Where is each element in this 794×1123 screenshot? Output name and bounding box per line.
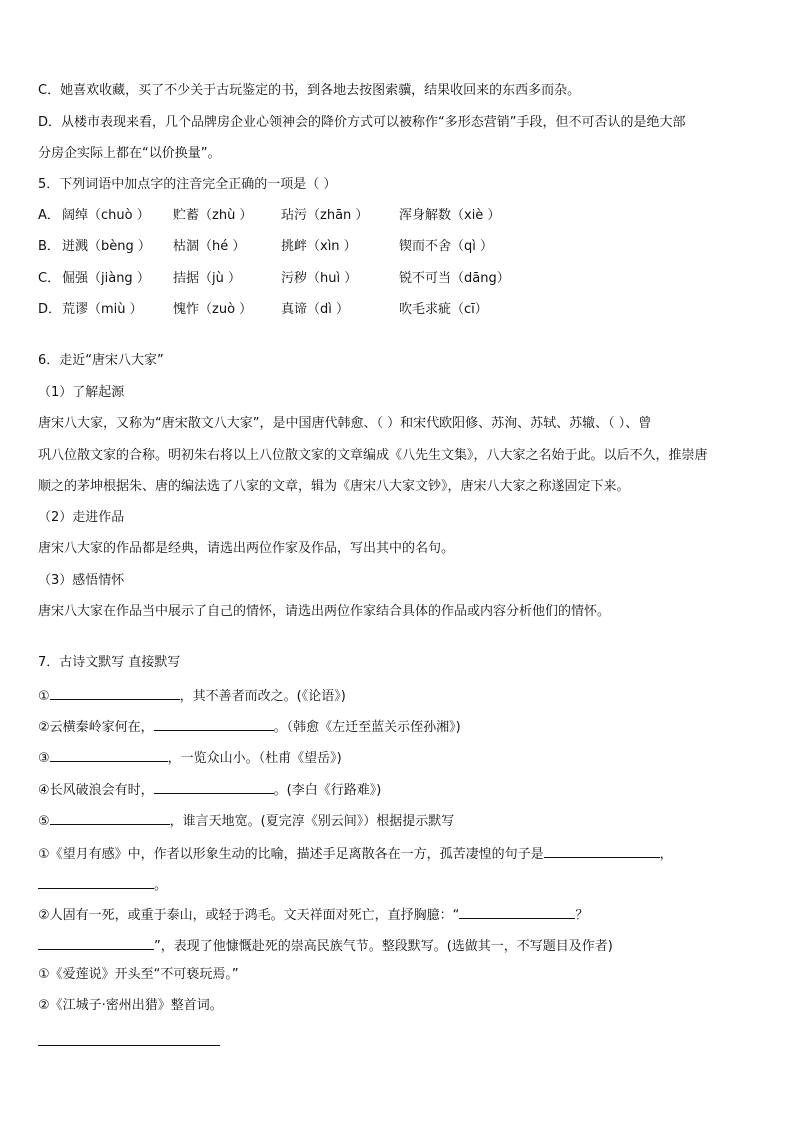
item-text: ②云横秦岭家何在， (38, 720, 154, 735)
q7-title: 7．古诗文默写 直接默写 (38, 655, 181, 670)
q7-hint1-cont (38, 874, 167, 895)
q5-word: 枯涸（hé ） (173, 239, 246, 254)
answer-blank[interactable] (50, 685, 180, 700)
q7-choice1: ①《爱莲说》开头至“不可亵玩焉。” (38, 967, 239, 982)
item-number: ③ (38, 751, 50, 766)
q5-option-label: C． (38, 271, 61, 286)
q6-para2: 唐宋八大家的作品都是经典，请选出两位作家及作品，写出其中的名句。 (38, 541, 455, 556)
q7-item1 (38, 685, 346, 706)
q6-sub3: （3）感悟情怀 (38, 573, 125, 588)
q6-para1-line1: 唐宋八大家，又称为“唐宋散文八大家”，是中国唐代韩愈、（ ）和宋代欧阳修、苏洵、苏轼、苏辙、（ ）、曾 (38, 416, 652, 431)
item-text: 。(李白《行路难》) (273, 783, 382, 798)
answer-blank[interactable] (544, 843, 660, 858)
item-text: ②人固有一死，或重于泰山，或轻于鸿毛。文天祥面对死亡，直抒胸臆：“ (38, 908, 460, 923)
q7-item3 (38, 747, 342, 768)
q5-word: 浑身解数（xiè ） (399, 208, 501, 223)
q5-word: 玷污（zhān ） (281, 208, 369, 223)
answer-blank[interactable] (154, 779, 274, 794)
item-text: ，谁言天地宽。(夏完淳《别云间》）根据提示默写 (169, 814, 455, 829)
q4-option-d-line1: D．从楼市表现来看，几个品牌房企业心领神会的降价方式可以被称作“多形态营销”手段，但不可否认的是绝大部 (38, 115, 686, 130)
q5-word: 贮蓄（zhù ） (173, 208, 253, 223)
q5-word: 真谛（dì ） (281, 302, 349, 317)
item-text: 。 (154, 878, 168, 893)
q6-sub1: （1）了解起源 (38, 385, 125, 400)
item-number: ⑤ (38, 814, 50, 829)
answer-blank[interactable] (38, 935, 154, 950)
q7-hint2 (38, 904, 588, 925)
item-text: 。（韩愈《左迁至蓝关示侄孙湘》) (273, 720, 461, 735)
q6-para3: 唐宋八大家在作品当中展示了自己的情怀，请选出两位作家结合具体的作品或内容分析他们的情怀。 (38, 604, 611, 619)
q6-para1-line3: 顺之的茅坤根据朱、唐的编法选了八家的文章，辑为《唐宋八大家文钞》，唐宋八大家之称遂固定下来。 (38, 479, 630, 494)
item-text: ”，表现了他慷慨赴死的崇高民族气节。整段默写。(选做其一，不写题目及作者) (154, 939, 613, 954)
q7-item2 (38, 716, 461, 737)
q5-word: 拮据（jù ） (173, 271, 241, 286)
q5-option-label: B． (38, 239, 60, 254)
item-text: ①《望月有感》中，作者以形象生动的比喻，描述手足离散各在一方，孤苦凄惶的句子是 (38, 847, 544, 862)
q5-word: 迸溅（bèng ） (62, 239, 151, 254)
answer-blank[interactable] (50, 810, 170, 825)
answer-blank[interactable] (38, 874, 154, 889)
answer-line[interactable] (38, 1045, 220, 1046)
q5-word: 污秽（huì ） (281, 271, 358, 286)
item-text: ④长风破浪会有时， (38, 783, 154, 798)
q4-option-d-line2: 分房企实际上都在“以价换量”。 (38, 146, 221, 161)
item-text: ，一览众山小。（杜甫《望岳》) (167, 751, 342, 766)
q5-word: 锐不可当（dāng） (399, 271, 510, 286)
q5-word: 锲而不舍（qì ） (399, 239, 493, 254)
answer-blank[interactable] (50, 747, 168, 762)
q6-sub2: （2）走进作品 (38, 510, 125, 525)
q7-item4 (38, 779, 381, 800)
answer-blank[interactable] (459, 904, 575, 919)
item-text: ， (659, 847, 673, 862)
q6-title: 6．走近“唐宋八大家” (38, 353, 164, 368)
q7-item5 (38, 810, 454, 831)
item-number: ① (38, 689, 50, 704)
item-text: ，其不善者而改之。(《论语》) (179, 689, 346, 704)
q5-word: 挑衅（xìn ） (281, 239, 357, 254)
q6-para1-line2: 巩八位散文家的合称。明初朱右将以上八位散文家的文章编成《八先生文集》，八大家之名始于此。以后不久，推崇唐 (38, 448, 708, 463)
answer-blank[interactable] (154, 716, 274, 731)
q7-choice2: ②《江城子·密州出猎》整首词。 (38, 998, 223, 1013)
q5-stem: 5．下列词语中加点字的注音完全正确的一项是（ ） (38, 177, 337, 192)
q5-word: 倔强（jiàng ） (62, 271, 150, 286)
q5-word: 阔绰（chuò ） (62, 208, 150, 223)
q5-word: 荒谬（miù ） (62, 302, 143, 317)
item-text: ？ (575, 908, 589, 923)
q5-option-label: D． (38, 302, 62, 317)
q5-word: 愧怍（zuò ） (173, 302, 253, 317)
q7-hint1 (38, 843, 673, 864)
q5-word: 吹毛求疵（cī） (399, 302, 488, 317)
q4-option-c: C．她喜欢收藏，买了不少关于古玩鉴定的书，到各地去按图索骥，结果收回来的东西多而杂。 (38, 83, 581, 98)
q5-option-label: A． (38, 208, 60, 223)
q7-hint2-cont (38, 935, 613, 956)
